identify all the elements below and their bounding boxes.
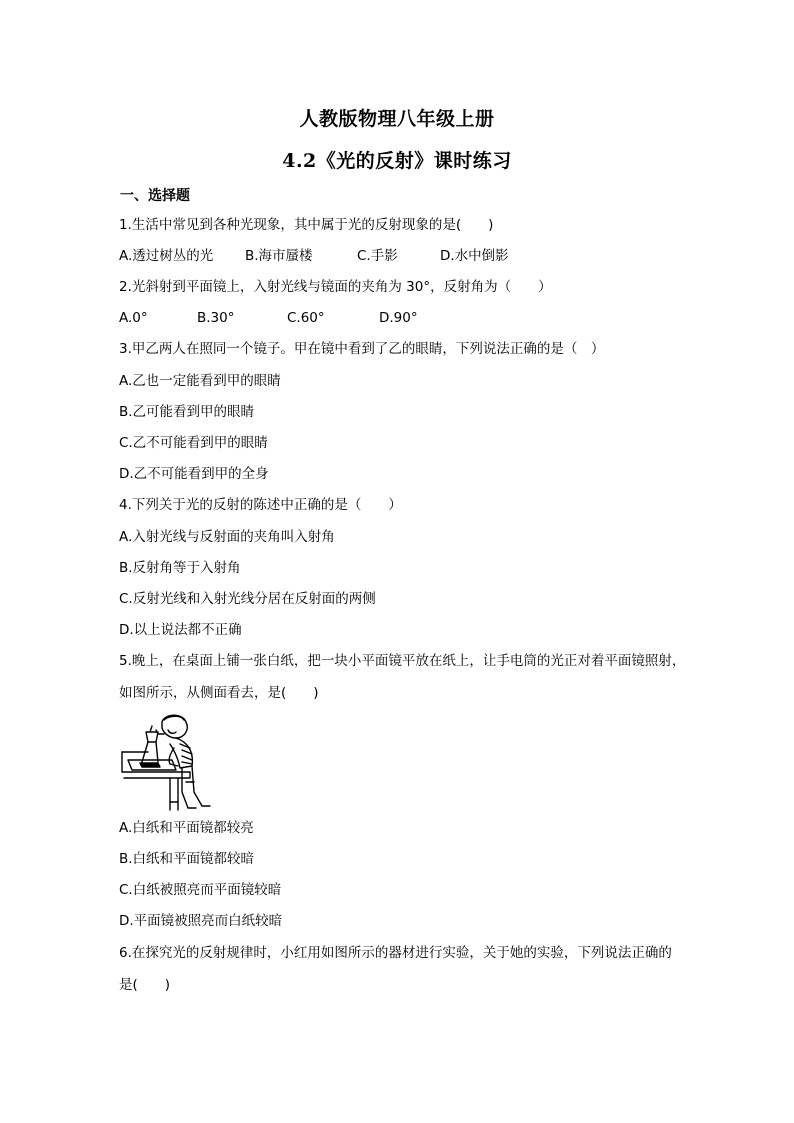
question-6-stem-line-1: 6.在探究光的反射规律时，小红用如图所示的器材进行实验，关于她的实验，下列说法正确的 [119,945,672,961]
question-6-stem-line-2: 是( ) [119,977,171,993]
question-5-stem-line-2: 如图所示，从侧面看去，是( ) [119,685,319,701]
question-4-option-d: D.以上说法都不正确 [119,622,242,638]
page-subtitle: 4.2《光的反射》课时练习 [282,150,512,172]
question-5-stem-line-1: 5.晚上，在桌面上铺一张白纸，把一块小平面镜平放在纸上，让手电筒的光正对着平面镜照射， [119,653,686,669]
question-4-option-a: A.入射光线与反射面的夹角叫入射角 [119,529,335,545]
question-2-option-c: C.60° [287,310,325,326]
question-2-stem: 2.光斜射到平面镜上，入射光线与镜面的夹角为 30°，反射角为（ ） [119,279,552,295]
question-5-option-c: C.白纸被照亮而平面镜较暗 [119,882,282,898]
question-4-option-c: C.反射光线和入射光线分居在反射面的两侧 [119,591,376,607]
question-1-stem: 1.生活中常见到各种光现象，其中属于光的反射现象的是( ) [119,217,494,233]
question-3-option-a: A.乙也一定能看到甲的眼睛 [119,373,281,389]
question-2-option-b: B.30° [197,310,235,326]
question-1-option-b: B.海市蜃楼 [245,248,313,264]
question-4-option-b: B.反射角等于入射角 [119,560,241,576]
question-3-option-b: B.乙可能看到甲的眼睛 [119,404,255,420]
question-2-option-a: A.0° [119,310,148,326]
question-4-stem: 4.下列关于光的反射的陈述中正确的是（ ） [119,497,402,513]
question-3-option-c: C.乙不可能看到甲的眼睛 [119,435,268,451]
question-3-option-d: D.乙不可能看到甲的全身 [119,466,269,482]
question-1-option-d: D.水中倒影 [440,248,509,264]
question-5-option-b: B.白纸和平面镜都较暗 [119,851,255,867]
question-5-option-a: A.白纸和平面镜都较亮 [119,820,254,836]
question-2-option-d: D.90° [379,310,418,326]
flashlight-mirror-figure [120,712,224,812]
question-1-option-c: C.手影 [357,248,398,264]
question-3-stem: 3.甲乙两人在照同一个镜子。甲在镜中看到了乙的眼睛，下列说法正确的是（ ） [119,341,605,357]
question-1-option-a: A.透过树丛的光 [119,248,214,264]
page-title: 人教版物理八年级上册 [299,108,495,130]
section-heading: 一、选择题 [120,188,190,204]
question-5-option-d: D.平面镜被照亮而白纸较暗 [119,913,283,929]
